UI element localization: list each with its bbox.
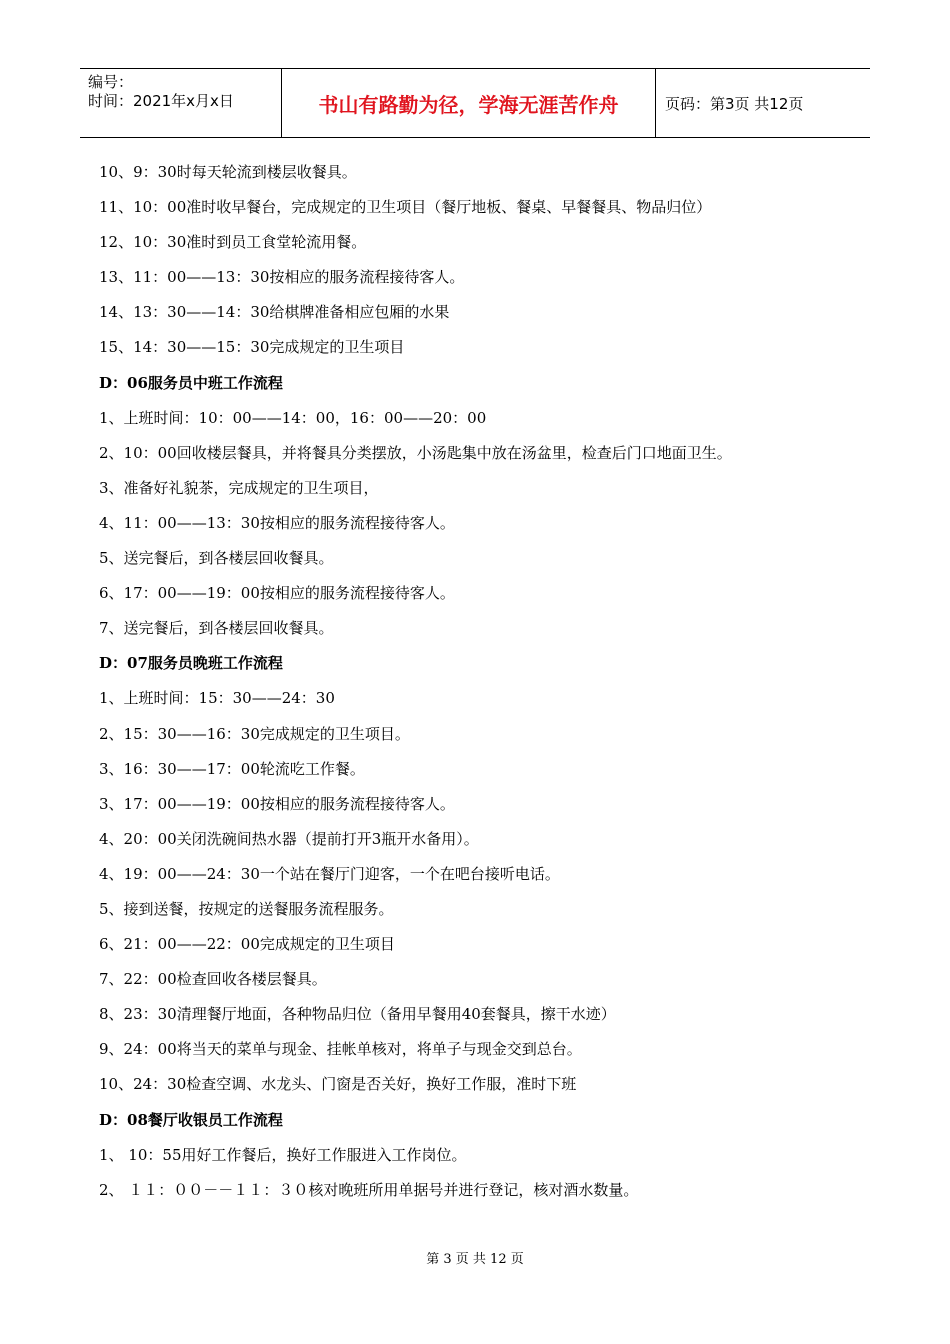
header-meta-cell bbox=[80, 69, 281, 137]
text-line: 6、17：00——19：00按相应的服务流程接待客人。 bbox=[99, 584, 455, 603]
text-line: 7、送完餐后，到各楼层回收餐具。 bbox=[99, 619, 334, 638]
text-line: 11、10：00准时收早餐台，完成规定的卫生项目（餐厅地板、餐桌、早餐餐具、物品归位） bbox=[99, 198, 712, 217]
text-line: 4、11：00——13：30按相应的服务流程接待客人。 bbox=[99, 513, 455, 532]
text-line: 15、14：30——15：30完成规定的卫生项目 bbox=[99, 338, 405, 357]
text-line: 9、24：00将当天的菜单与现金、挂帐单核对，将单子与现金交到总台。 bbox=[99, 1040, 582, 1059]
text-line: 3、准备好礼貌茶，完成规定的卫生项目， bbox=[99, 478, 379, 497]
text-line: 10、9：30时每天轮流到楼层收餐具。 bbox=[99, 163, 357, 181]
text-line: 3、17：00——19：00按相应的服务流程接待客人。 bbox=[99, 794, 455, 813]
text-line: 5、接到送餐，按规定的送餐服务流程服务。 bbox=[99, 899, 394, 918]
text-line: 5、送完餐后，到各楼层回收餐具。 bbox=[99, 549, 334, 568]
motto-text: 书山有路勤为径，学海无涯苦作舟 bbox=[318, 92, 619, 117]
page-header bbox=[80, 68, 870, 138]
page-footer bbox=[0, 1248, 950, 1267]
text-line: 1、上班时间：15：30——24：30 bbox=[99, 689, 335, 708]
page-info: 页码：第3页 共12页 bbox=[665, 94, 804, 113]
text-line: 4、19：00——24：30一个站在餐厅门迎客，一个在吧台接听电话。 bbox=[99, 864, 560, 883]
text-line: 14、13：30——14：30给棋牌准备相应包厢的水果 bbox=[99, 303, 450, 322]
date-line: 时间：2021年x月x日 bbox=[88, 92, 234, 110]
text-line: 3、16：30——17：00轮流吃工作餐。 bbox=[99, 759, 365, 778]
section-heading: D：08餐厅收银员工作流程 bbox=[99, 1110, 283, 1129]
text-line: 2、15：30——16：30完成规定的卫生项目。 bbox=[99, 724, 410, 743]
text-line: 1、 10：55用好工作餐后，换好工作服进入工作岗位。 bbox=[99, 1145, 467, 1164]
number-label: 编号： bbox=[88, 73, 134, 91]
text-line: 8、23：30清理餐厅地面，各种物品归位（备用早餐用40套餐具，擦干水迹） bbox=[99, 1005, 616, 1024]
footer-page-number: 第 3 页 共 12 页 bbox=[426, 1252, 524, 1267]
section-heading: D：06服务员中班工作流程 bbox=[99, 373, 283, 392]
document-body bbox=[99, 162, 869, 1215]
header-page-cell bbox=[655, 69, 870, 137]
text-line: 4、20：00关闭洗碗间热水器（提前打开3瓶开水备用）。 bbox=[99, 829, 479, 848]
text-line: 7、22：00检查回收各楼层餐具。 bbox=[99, 970, 327, 989]
text-line: 12、10：30准时到员工食堂轮流用餐。 bbox=[99, 233, 367, 252]
section-heading: D：07服务员晚班工作流程 bbox=[99, 654, 283, 673]
text-line: 2、 １１：００－－１１：３０核对晚班所用单据号并进行登记，核对酒水数量。 bbox=[99, 1180, 639, 1199]
text-line: 6、21：00——22：00完成规定的卫生项目 bbox=[99, 935, 395, 954]
text-line: 13、11：00——13：30按相应的服务流程接待客人。 bbox=[99, 268, 465, 287]
header-motto-cell bbox=[281, 69, 656, 137]
text-line: 2、10：00回收楼层餐具，并将餐具分类摆放，小汤匙集中放在汤盆里，检查后门口地面卫生。 bbox=[99, 443, 732, 462]
text-line: 1、上班时间：10：00——14：00，16：00——20：00 bbox=[99, 408, 487, 427]
text-line: 10、24：30检查空调、水龙头、门窗是否关好，换好工作服，准时下班 bbox=[99, 1075, 577, 1094]
